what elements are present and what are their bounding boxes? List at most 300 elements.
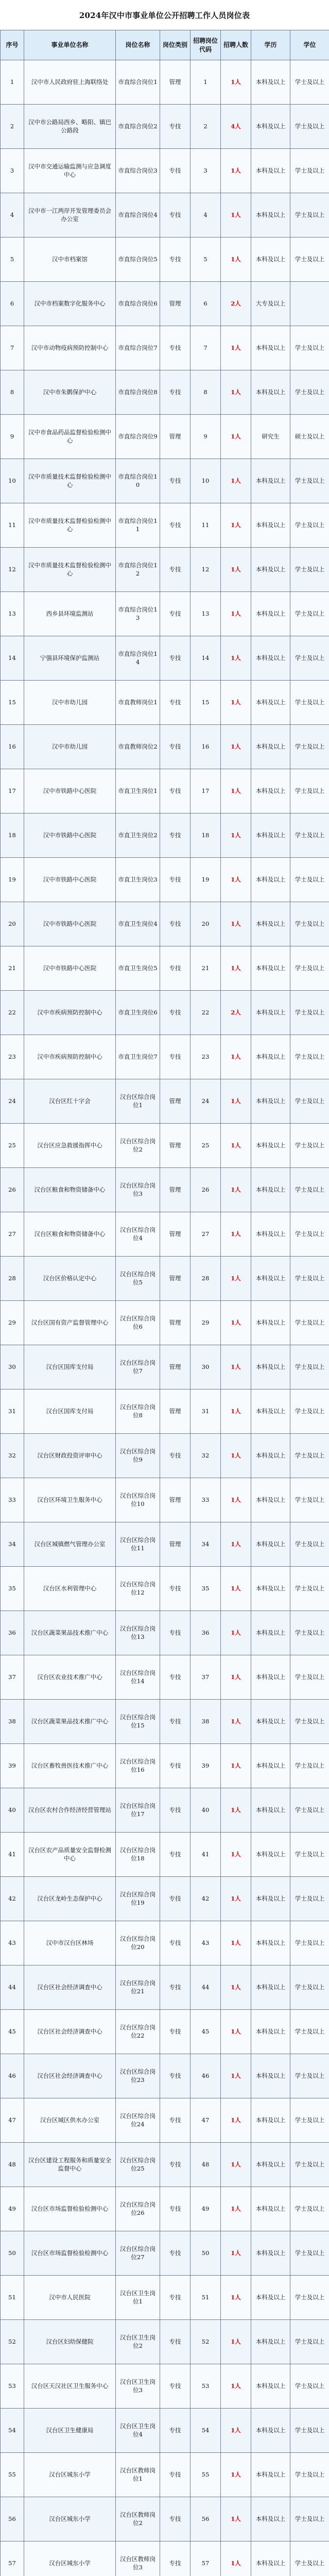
cell-code: 1 xyxy=(191,60,221,105)
cell-count: 1人 xyxy=(221,1921,251,1965)
cell-code: 13 xyxy=(191,592,221,636)
cell-post: 市直综合岗位14 xyxy=(116,636,160,681)
cell-no: 13 xyxy=(1,592,24,636)
cell-no: 6 xyxy=(1,282,24,326)
cell-post: 市直综合岗位6 xyxy=(116,282,160,326)
table-row xyxy=(1,2320,329,2364)
cell-category: 专技 xyxy=(160,548,191,592)
cell-education: 本科及以上 xyxy=(251,2364,290,2409)
cell-category: 管理 xyxy=(160,1257,191,1301)
cell-post: 汉台区综合岗位13 xyxy=(116,1611,160,1655)
cell-education: 本科及以上 xyxy=(251,2143,290,2187)
cell-count: 1人 xyxy=(221,1567,251,1611)
cell-degree: 学士及以上 xyxy=(290,902,329,946)
cell-count: 1人 xyxy=(221,60,251,105)
cell-category: 专技 xyxy=(160,2320,191,2364)
cell-no: 10 xyxy=(1,459,24,503)
cell-unit: 汉台区国库支付局 xyxy=(24,1389,116,1434)
cell-count: 1人 xyxy=(221,636,251,681)
cell-education: 本科及以上 xyxy=(251,814,290,858)
cell-education: 本科及以上 xyxy=(251,1035,290,1079)
cell-no: 2 xyxy=(1,105,24,149)
cell-no: 47 xyxy=(1,2098,24,2143)
cell-category: 专技 xyxy=(160,858,191,902)
cell-count: 1人 xyxy=(221,1833,251,1877)
table-row xyxy=(1,991,329,1035)
cell-code: 18 xyxy=(191,814,221,858)
cell-category: 专技 xyxy=(160,370,191,415)
cell-post: 市直综合岗位5 xyxy=(116,238,160,282)
cell-count: 1人 xyxy=(221,2409,251,2453)
cell-unit: 西乡县环境监测站 xyxy=(24,592,116,636)
cell-degree: 学士及以上 xyxy=(290,370,329,415)
cell-post: 市直综合岗位11 xyxy=(116,503,160,548)
table-row xyxy=(1,2409,329,2453)
table-row xyxy=(1,1345,329,1389)
cell-degree: 学士及以上 xyxy=(290,548,329,592)
cell-education: 本科及以上 xyxy=(251,991,290,1035)
cell-no: 26 xyxy=(1,1168,24,1212)
table-row xyxy=(1,1257,329,1301)
table-row xyxy=(1,2276,329,2320)
cell-count: 1人 xyxy=(221,2231,251,2276)
table-row xyxy=(1,548,329,592)
cell-code: 25 xyxy=(191,1124,221,1168)
cell-unit: 汉台区天汉社区卫生服务中心 xyxy=(24,2364,116,2409)
cell-code: 14 xyxy=(191,636,221,681)
cell-degree: 学士及以上 xyxy=(290,991,329,1035)
cell-degree: 学士及以上 xyxy=(290,1345,329,1389)
cell-degree: 学士及以上 xyxy=(290,1921,329,1965)
cell-education: 本科及以上 xyxy=(251,2098,290,2143)
header-cell-post: 岗位名称 xyxy=(116,30,160,60)
cell-category: 专技 xyxy=(160,769,191,814)
cell-category: 专技 xyxy=(160,1833,191,1877)
cell-code: 45 xyxy=(191,2010,221,2054)
cell-post: 汉台区综合岗位5 xyxy=(116,1257,160,1301)
cell-code: 39 xyxy=(191,1744,221,1788)
cell-degree: 学士及以上 xyxy=(290,149,329,193)
table-row xyxy=(1,681,329,725)
cell-code: 47 xyxy=(191,2098,221,2143)
cell-education: 本科及以上 xyxy=(251,681,290,725)
cell-degree: 学士及以上 xyxy=(290,326,329,370)
cell-education: 本科及以上 xyxy=(251,1965,290,2010)
cell-unit: 汉中市铁路中心医院 xyxy=(24,814,116,858)
cell-unit: 汉台区红十字会 xyxy=(24,1079,116,1124)
cell-count: 1人 xyxy=(221,1611,251,1655)
cell-no: 24 xyxy=(1,1079,24,1124)
cell-no: 31 xyxy=(1,1389,24,1434)
cell-post: 汉台区综合岗位23 xyxy=(116,2054,160,2098)
cell-category: 专技 xyxy=(160,1965,191,2010)
cell-count: 1人 xyxy=(221,193,251,238)
cell-degree: 学士及以上 xyxy=(290,1522,329,1567)
cell-unit: 汉中市交通运输监测与应急调度中心 xyxy=(24,149,116,193)
header-cell-education: 学历 xyxy=(251,30,290,60)
cell-count: 1人 xyxy=(221,2187,251,2231)
cell-education: 本科及以上 xyxy=(251,769,290,814)
cell-degree: 学士及以上 xyxy=(290,193,329,238)
cell-post: 市直综合岗位10 xyxy=(116,459,160,503)
cell-degree: 学士及以上 xyxy=(290,2098,329,2143)
cell-education: 本科及以上 xyxy=(251,1700,290,1744)
cell-unit: 汉中市朱鹮保护中心 xyxy=(24,370,116,415)
cell-count: 1人 xyxy=(221,1744,251,1788)
cell-post: 汉台区综合岗位7 xyxy=(116,1345,160,1389)
cell-unit: 汉台区市场监督检验检测中心 xyxy=(24,2187,116,2231)
header-row xyxy=(1,30,329,60)
cell-degree: 学士及以上 xyxy=(290,1301,329,1345)
cell-no: 54 xyxy=(1,2409,24,2453)
cell-category: 专技 xyxy=(160,636,191,681)
cell-unit: 汉台区城东小学 xyxy=(24,2497,116,2541)
cell-category: 管理 xyxy=(160,1124,191,1168)
cell-category: 专技 xyxy=(160,2054,191,2098)
table-row xyxy=(1,2054,329,2098)
cell-education: 本科及以上 xyxy=(251,503,290,548)
cell-category: 管理 xyxy=(160,1345,191,1389)
cell-education: 本科及以上 xyxy=(251,1478,290,1522)
cell-post: 市直教师岗位1 xyxy=(116,681,160,725)
cell-post: 汉台区综合岗位17 xyxy=(116,1788,160,1833)
cell-no: 39 xyxy=(1,1744,24,1788)
cell-category: 专技 xyxy=(160,1744,191,1788)
cell-category: 管理 xyxy=(160,415,191,459)
header-cell-category: 岗位类别 xyxy=(160,30,191,60)
cell-count: 1人 xyxy=(221,1434,251,1478)
cell-degree: 学士及以上 xyxy=(290,1434,329,1478)
cell-unit: 汉中市铁路中心医院 xyxy=(24,902,116,946)
cell-post: 汉台区综合岗位8 xyxy=(116,1389,160,1434)
cell-category: 专技 xyxy=(160,503,191,548)
cell-count: 1人 xyxy=(221,1655,251,1700)
cell-education: 本科及以上 xyxy=(251,1567,290,1611)
cell-no: 52 xyxy=(1,2320,24,2364)
cell-education: 本科及以上 xyxy=(251,2231,290,2276)
table-row xyxy=(1,282,329,326)
cell-no: 29 xyxy=(1,1301,24,1345)
cell-count: 1人 xyxy=(221,1877,251,1921)
cell-degree: 学士及以上 xyxy=(290,636,329,681)
cell-code: 43 xyxy=(191,1921,221,1965)
cell-post: 汉台区综合岗位25 xyxy=(116,2143,160,2187)
cell-code: 52 xyxy=(191,2320,221,2364)
cell-unit: 汉中市一江两岸开发管理委员会办公室 xyxy=(24,193,116,238)
cell-no: 16 xyxy=(1,725,24,769)
cell-unit: 汉台区农产品质量安全监督检测中心 xyxy=(24,1833,116,1877)
cell-degree: 学士及以上 xyxy=(290,2231,329,2276)
table-row xyxy=(1,725,329,769)
cell-education: 本科及以上 xyxy=(251,1079,290,1124)
cell-degree: 学士及以上 xyxy=(290,858,329,902)
table-row xyxy=(1,592,329,636)
cell-no: 3 xyxy=(1,149,24,193)
cell-category: 专技 xyxy=(160,946,191,991)
cell-education: 大专及以上 xyxy=(251,282,290,326)
cell-degree: 学士及以上 xyxy=(290,1212,329,1257)
cell-no: 32 xyxy=(1,1434,24,1478)
cell-code: 51 xyxy=(191,2276,221,2320)
cell-education: 本科及以上 xyxy=(251,238,290,282)
cell-count: 1人 xyxy=(221,1700,251,1744)
cell-unit: 汉中市幼儿园 xyxy=(24,681,116,725)
cell-no: 55 xyxy=(1,2453,24,2497)
cell-education: 本科及以上 xyxy=(251,2497,290,2541)
cell-degree: 学士及以上 xyxy=(290,1965,329,2010)
cell-code: 48 xyxy=(191,2143,221,2187)
cell-unit: 汉中市人民医院 xyxy=(24,2276,116,2320)
cell-count: 1人 xyxy=(221,2054,251,2098)
cell-degree: 学士及以上 xyxy=(290,2409,329,2453)
cell-code: 31 xyxy=(191,1389,221,1434)
cell-post: 汉台区综合岗位14 xyxy=(116,1655,160,1700)
cell-unit: 汉台区社会经济调查中心 xyxy=(24,1965,116,2010)
cell-degree: 学士及以上 xyxy=(290,2364,329,2409)
cell-category: 专技 xyxy=(160,725,191,769)
cell-category: 专技 xyxy=(160,902,191,946)
cell-degree: 学士及以上 xyxy=(290,1877,329,1921)
cell-category: 专技 xyxy=(160,1700,191,1744)
cell-unit: 汉中市质量技术监督检验检测中心 xyxy=(24,459,116,503)
cell-category: 管理 xyxy=(160,1301,191,1345)
table-row xyxy=(1,2497,329,2541)
cell-category: 专技 xyxy=(160,1788,191,1833)
cell-count: 1人 xyxy=(221,1212,251,1257)
cell-no: 28 xyxy=(1,1257,24,1301)
cell-unit: 汉台区农业技术推广中心 xyxy=(24,1655,116,1700)
cell-code: 17 xyxy=(191,769,221,814)
cell-post: 汉台区综合岗位11 xyxy=(116,1522,160,1567)
cell-code: 6 xyxy=(191,282,221,326)
cell-unit: 宁强县环境保护监测站 xyxy=(24,636,116,681)
cell-count: 1人 xyxy=(221,149,251,193)
cell-no: 8 xyxy=(1,370,24,415)
cell-post: 汉台区教师岗位2 xyxy=(116,2497,160,2541)
cell-post: 汉台区综合岗位24 xyxy=(116,2098,160,2143)
cell-code: 22 xyxy=(191,991,221,1035)
cell-no: 50 xyxy=(1,2231,24,2276)
cell-education: 本科及以上 xyxy=(251,2453,290,2497)
cell-count: 1人 xyxy=(221,370,251,415)
cell-code: 11 xyxy=(191,503,221,548)
cell-education: 本科及以上 xyxy=(251,326,290,370)
cell-degree: 学士及以上 xyxy=(290,2054,329,2098)
header-cell-no: 序号 xyxy=(1,30,24,60)
cell-count: 1人 xyxy=(221,548,251,592)
cell-category: 专技 xyxy=(160,238,191,282)
cell-degree: 学士及以上 xyxy=(290,238,329,282)
cell-education: 本科及以上 xyxy=(251,1124,290,1168)
cell-count: 1人 xyxy=(221,858,251,902)
cell-no: 42 xyxy=(1,1877,24,1921)
cell-unit: 汉台区应急救援指挥中心 xyxy=(24,1124,116,1168)
cell-unit: 汉台区社会经济调查中心 xyxy=(24,2010,116,2054)
cell-post: 市直卫生岗位1 xyxy=(116,769,160,814)
cell-education: 本科及以上 xyxy=(251,459,290,503)
cell-unit: 汉台区农村合作经济经营管理站 xyxy=(24,1788,116,1833)
cell-education: 本科及以上 xyxy=(251,902,290,946)
cell-education: 本科及以上 xyxy=(251,60,290,105)
cell-education: 本科及以上 xyxy=(251,1877,290,1921)
cell-no: 14 xyxy=(1,636,24,681)
cell-education: 本科及以上 xyxy=(251,1212,290,1257)
table-row xyxy=(1,1035,329,1079)
cell-education: 本科及以上 xyxy=(251,548,290,592)
cell-education: 本科及以上 xyxy=(251,2541,290,2576)
table-row xyxy=(1,1389,329,1434)
cell-category: 专技 xyxy=(160,149,191,193)
cell-post: 汉台区卫生岗位3 xyxy=(116,2364,160,2409)
cell-code: 29 xyxy=(191,1301,221,1345)
cell-code: 2 xyxy=(191,105,221,149)
cell-count: 1人 xyxy=(221,1345,251,1389)
table-body xyxy=(1,60,329,2576)
cell-code: 42 xyxy=(191,1877,221,1921)
cell-count: 1人 xyxy=(221,1788,251,1833)
cell-education: 本科及以上 xyxy=(251,946,290,991)
cell-post: 市直综合岗位1 xyxy=(116,60,160,105)
cell-degree: 学士及以上 xyxy=(290,814,329,858)
table-row xyxy=(1,60,329,105)
cell-count: 1人 xyxy=(221,1257,251,1301)
cell-post: 汉台区综合岗位4 xyxy=(116,1212,160,1257)
cell-post: 市直综合岗位13 xyxy=(116,592,160,636)
cell-education: 本科及以上 xyxy=(251,2054,290,2098)
cell-education: 本科及以上 xyxy=(251,1921,290,1965)
cell-code: 4 xyxy=(191,193,221,238)
header-cell-code: 招聘岗位代码 xyxy=(191,30,221,60)
cell-count: 1人 xyxy=(221,1965,251,2010)
cell-count: 1人 xyxy=(221,946,251,991)
cell-degree: 学士及以上 xyxy=(290,2187,329,2231)
cell-post: 市直卫生岗位3 xyxy=(116,858,160,902)
cell-no: 18 xyxy=(1,814,24,858)
cell-unit: 汉中市汉台区林场 xyxy=(24,1921,116,1965)
table-row xyxy=(1,193,329,238)
cell-no: 43 xyxy=(1,1921,24,1965)
cell-count: 2人 xyxy=(221,991,251,1035)
table-row xyxy=(1,1522,329,1567)
cell-category: 专技 xyxy=(160,2497,191,2541)
cell-education: 本科及以上 xyxy=(251,1522,290,1567)
cell-category: 专技 xyxy=(160,459,191,503)
cell-no: 5 xyxy=(1,238,24,282)
cell-no: 51 xyxy=(1,2276,24,2320)
cell-no: 22 xyxy=(1,991,24,1035)
cell-count: 1人 xyxy=(221,459,251,503)
header-cell-unit: 事业单位名称 xyxy=(24,30,116,60)
cell-no: 17 xyxy=(1,769,24,814)
cell-count: 1人 xyxy=(221,814,251,858)
cell-code: 40 xyxy=(191,1788,221,1833)
table-row xyxy=(1,814,329,858)
cell-unit: 汉中市铁路中心医院 xyxy=(24,769,116,814)
cell-category: 专技 xyxy=(160,2276,191,2320)
table-row xyxy=(1,1965,329,2010)
cell-count: 1人 xyxy=(221,2276,251,2320)
cell-count: 1人 xyxy=(221,1124,251,1168)
cell-unit: 汉台区水利管理中心 xyxy=(24,1567,116,1611)
cell-count: 1人 xyxy=(221,2010,251,2054)
cell-education: 本科及以上 xyxy=(251,1257,290,1301)
cell-category: 管理 xyxy=(160,1168,191,1212)
table-row xyxy=(1,1434,329,1478)
cell-unit: 汉台区社会经济调查中心 xyxy=(24,2054,116,2098)
cell-code: 24 xyxy=(191,1079,221,1124)
table-row xyxy=(1,1168,329,1212)
cell-count: 1人 xyxy=(221,1478,251,1522)
cell-count: 1人 xyxy=(221,1035,251,1079)
cell-category: 专技 xyxy=(160,1567,191,1611)
cell-code: 7 xyxy=(191,326,221,370)
table-row xyxy=(1,1833,329,1877)
cell-count: 1人 xyxy=(221,1389,251,1434)
table-row xyxy=(1,858,329,902)
cell-degree: 学士及以上 xyxy=(290,2320,329,2364)
cell-degree xyxy=(290,282,329,326)
cell-degree: 硕士及以上 xyxy=(290,415,329,459)
cell-unit: 汉中市档案数字化服务中心 xyxy=(24,282,116,326)
cell-degree: 学士及以上 xyxy=(290,1478,329,1522)
cell-degree: 学士及以上 xyxy=(290,2497,329,2541)
cell-code: 35 xyxy=(191,1567,221,1611)
cell-code: 38 xyxy=(191,1700,221,1744)
cell-no: 35 xyxy=(1,1567,24,1611)
cell-category: 专技 xyxy=(160,2187,191,2231)
cell-count: 1人 xyxy=(221,2453,251,2497)
cell-degree: 学士及以上 xyxy=(290,60,329,105)
cell-unit: 汉台区卫生健康局 xyxy=(24,2409,116,2453)
cell-post: 汉台区综合岗位12 xyxy=(116,1567,160,1611)
cell-education: 本科及以上 xyxy=(251,370,290,415)
table-row xyxy=(1,1567,329,1611)
cell-category: 专技 xyxy=(160,2231,191,2276)
cell-education: 本科及以上 xyxy=(251,1833,290,1877)
cell-category: 管理 xyxy=(160,1522,191,1567)
cell-category: 专技 xyxy=(160,592,191,636)
cell-education: 本科及以上 xyxy=(251,1744,290,1788)
cell-code: 8 xyxy=(191,370,221,415)
cell-degree: 学士及以上 xyxy=(290,1168,329,1212)
cell-unit: 汉中市人民政府驻上海联络处 xyxy=(24,60,116,105)
cell-post: 汉台区综合岗位2 xyxy=(116,1124,160,1168)
cell-code: 50 xyxy=(191,2231,221,2276)
cell-post: 汉台区综合岗位21 xyxy=(116,1965,160,2010)
cell-no: 9 xyxy=(1,415,24,459)
cell-no: 44 xyxy=(1,1965,24,2010)
table-row xyxy=(1,2541,329,2576)
cell-education: 本科及以上 xyxy=(251,636,290,681)
cell-degree: 学士及以上 xyxy=(290,1124,329,1168)
cell-no: 23 xyxy=(1,1035,24,1079)
cell-post: 汉台区综合岗位26 xyxy=(116,2187,160,2231)
cell-no: 37 xyxy=(1,1655,24,1700)
cell-post: 汉台区综合岗位22 xyxy=(116,2010,160,2054)
cell-count: 1人 xyxy=(221,2320,251,2364)
cell-post: 市直综合岗位7 xyxy=(116,326,160,370)
cell-count: 4人 xyxy=(221,105,251,149)
cell-unit: 汉台区价格认定中心 xyxy=(24,1257,116,1301)
cell-count: 1人 xyxy=(221,1301,251,1345)
table-row xyxy=(1,1124,329,1168)
cell-category: 专技 xyxy=(160,2143,191,2187)
cell-unit: 汉中市幼儿园 xyxy=(24,725,116,769)
cell-category: 专技 xyxy=(160,1035,191,1079)
cell-post: 汉台区综合岗位15 xyxy=(116,1700,160,1744)
cell-category: 专技 xyxy=(160,681,191,725)
cell-degree: 学士及以上 xyxy=(290,2143,329,2187)
